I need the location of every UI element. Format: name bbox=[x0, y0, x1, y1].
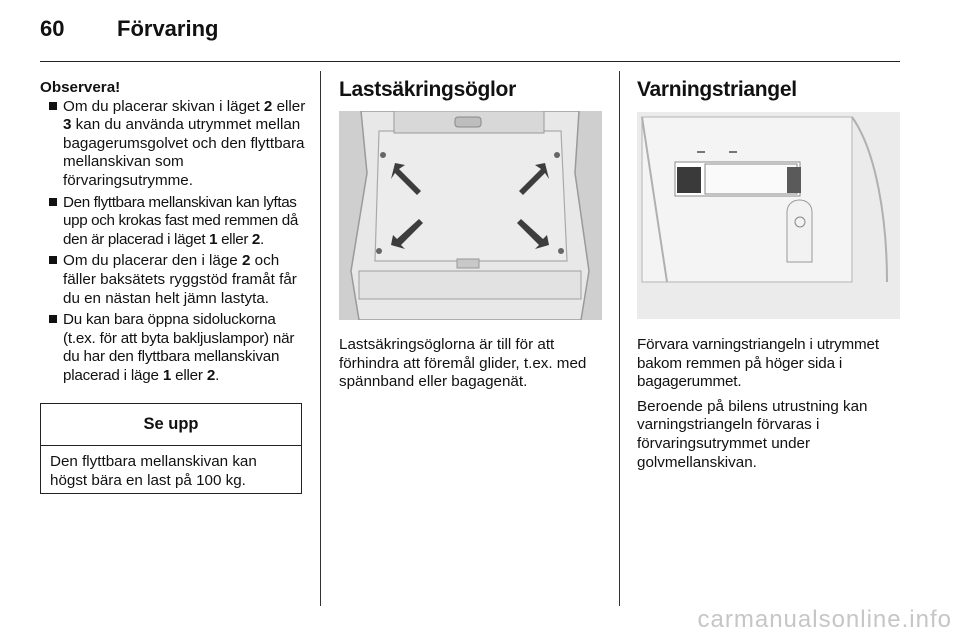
caution-heading: Se upp bbox=[41, 404, 301, 446]
observe-label: Observera! bbox=[40, 79, 121, 96]
caution-box bbox=[40, 403, 302, 494]
warning-triangle-text bbox=[637, 336, 902, 472]
bullet-icon bbox=[49, 315, 57, 323]
column-divider-1 bbox=[320, 71, 321, 606]
header-rule bbox=[40, 61, 900, 62]
section-title-lashing-eyes: Lastsäkringsöglor bbox=[339, 78, 516, 101]
bullet-icon bbox=[49, 102, 57, 110]
bullet-item: Om du placerar skivan i läget 2 eller 3 kan du använda utrymmet mellan bagagerumsgolvet och den flyttbara mellanskivan som förvaringsutrymme. bbox=[48, 98, 310, 191]
warning-triangle-paragraph-2: Beroende på bilens utrustning kan varningstriangeln förvaras i förvaringsutrymmet under golvmellanskivan. bbox=[637, 397, 868, 471]
bullet-item: Om du placerar den i läge 2 och fäller baksätets ryggstöd framåt får du en nästan helt jämn lastyta. bbox=[48, 252, 310, 308]
cargo-area-illustration bbox=[339, 111, 602, 320]
page-number: 60 bbox=[40, 16, 65, 41]
page-title: Förvaring bbox=[117, 16, 219, 41]
warning-triangle-illustration bbox=[637, 112, 900, 319]
section-title-warning-triangle: Varningstriangel bbox=[637, 78, 797, 101]
bullet-item: Den flyttbara mellanskivan kan lyftas upp och krokas fast med remmen då den är placerad i läget 1 eller 2. bbox=[48, 194, 310, 250]
column-2 bbox=[339, 77, 601, 103]
bullet-icon bbox=[49, 198, 57, 206]
bullet-icon bbox=[49, 256, 57, 264]
column-divider-2 bbox=[619, 71, 620, 606]
lashing-eyes-text: Lastsäkringsöglorna är till för att förhindra att föremål glider, t.ex. med spännband eller bagagenät. bbox=[339, 336, 587, 391]
warning-triangle-paragraph-1: Förvara varningstriangeln i utrymmet bakom remmen på höger sida i bagagerummet. bbox=[637, 336, 879, 391]
column-3 bbox=[637, 77, 902, 103]
caution-text: Den flyttbara mellanskivan kan högst bära en last på 100 kg. bbox=[50, 453, 257, 489]
bullet-item: Du kan bara öppna sidoluckorna (t.ex. för att byta bakljuslampor) när du har den flyttbara mellanskivan placerad i läge 1 eller 2. bbox=[48, 311, 310, 385]
watermark: carmanualsonline.info bbox=[697, 606, 952, 633]
column-1 bbox=[40, 79, 310, 386]
